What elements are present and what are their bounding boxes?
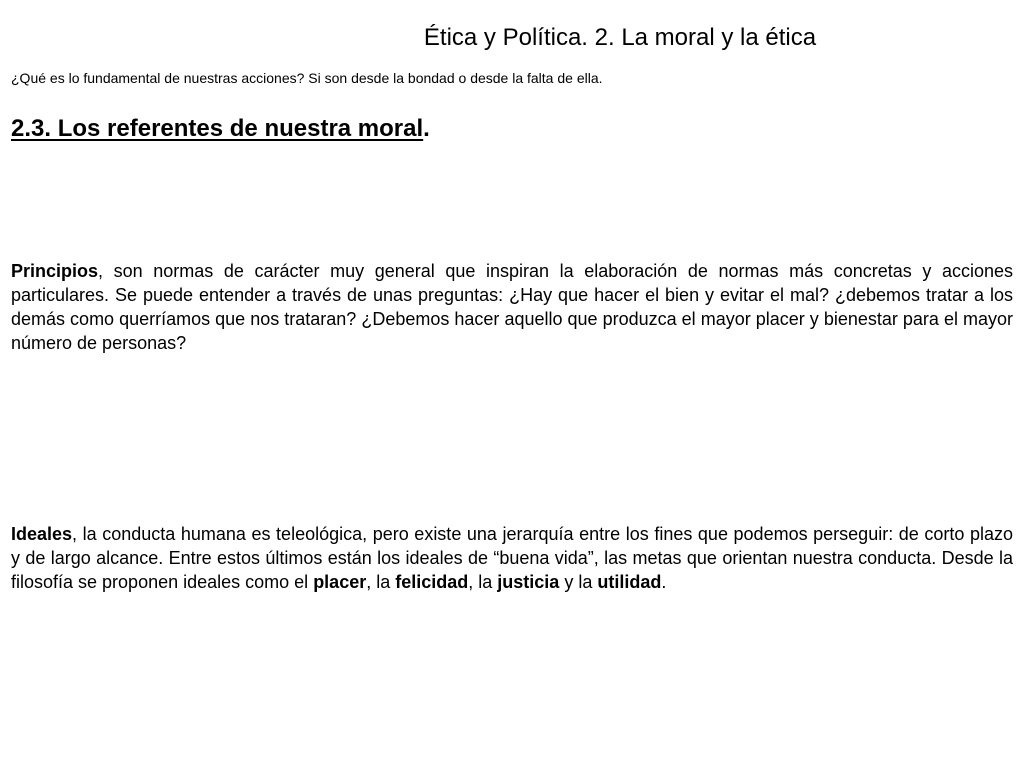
ideal-felicidad: felicidad bbox=[395, 572, 469, 592]
section-heading-period: . bbox=[423, 115, 430, 142]
slide-title: Ética y Política. 2. La moral y la ética bbox=[423, 24, 817, 51]
ideales-end: . bbox=[661, 572, 667, 592]
principios-text: , son normas de carácter muy general que inspiran la elaboración de normas más concretas y acciones particulares. Se puede entender a través de unas preguntas: ¿Hay que hacer el bien y evitar el mal? ¿debemos tratar a los demás como querríamos que nos trataran? ¿Debemos hacer aquello que produzca el mayor placer y bienestar para el mayor número de personas? bbox=[11, 261, 1013, 353]
paragraph-principios bbox=[11, 259, 1013, 355]
section-heading bbox=[11, 113, 1011, 145]
subtitle-question: ¿Qué es lo fundamental de nuestras acciones? Si son desde la bondad o desde la falta de ella. bbox=[11, 70, 603, 86]
ideales-separator: y la bbox=[559, 572, 598, 592]
ideales-text: , la conducta humana es teleológica, pero existe una jerarquía entre los fines que podemos perseguir: de corto plazo y de largo alcance. Entre estos últimos están los ideales de “buena vida”, las metas que orientan nuestra conducta. Desde la filosofía se proponen ideales como el bbox=[11, 524, 1013, 592]
ideal-placer: placer bbox=[313, 572, 367, 592]
ideal-justicia: justicia bbox=[497, 572, 560, 592]
paragraph-ideales bbox=[11, 522, 1013, 594]
ideal-utilidad: utilidad bbox=[597, 572, 662, 592]
term-principios: Principios bbox=[11, 261, 99, 281]
section-heading-text: 2.3. Los referentes de nuestra moral bbox=[11, 115, 424, 142]
ideales-separator: , la bbox=[468, 572, 498, 592]
term-ideales: Ideales bbox=[11, 524, 73, 544]
ideales-separator: , la bbox=[366, 572, 396, 592]
